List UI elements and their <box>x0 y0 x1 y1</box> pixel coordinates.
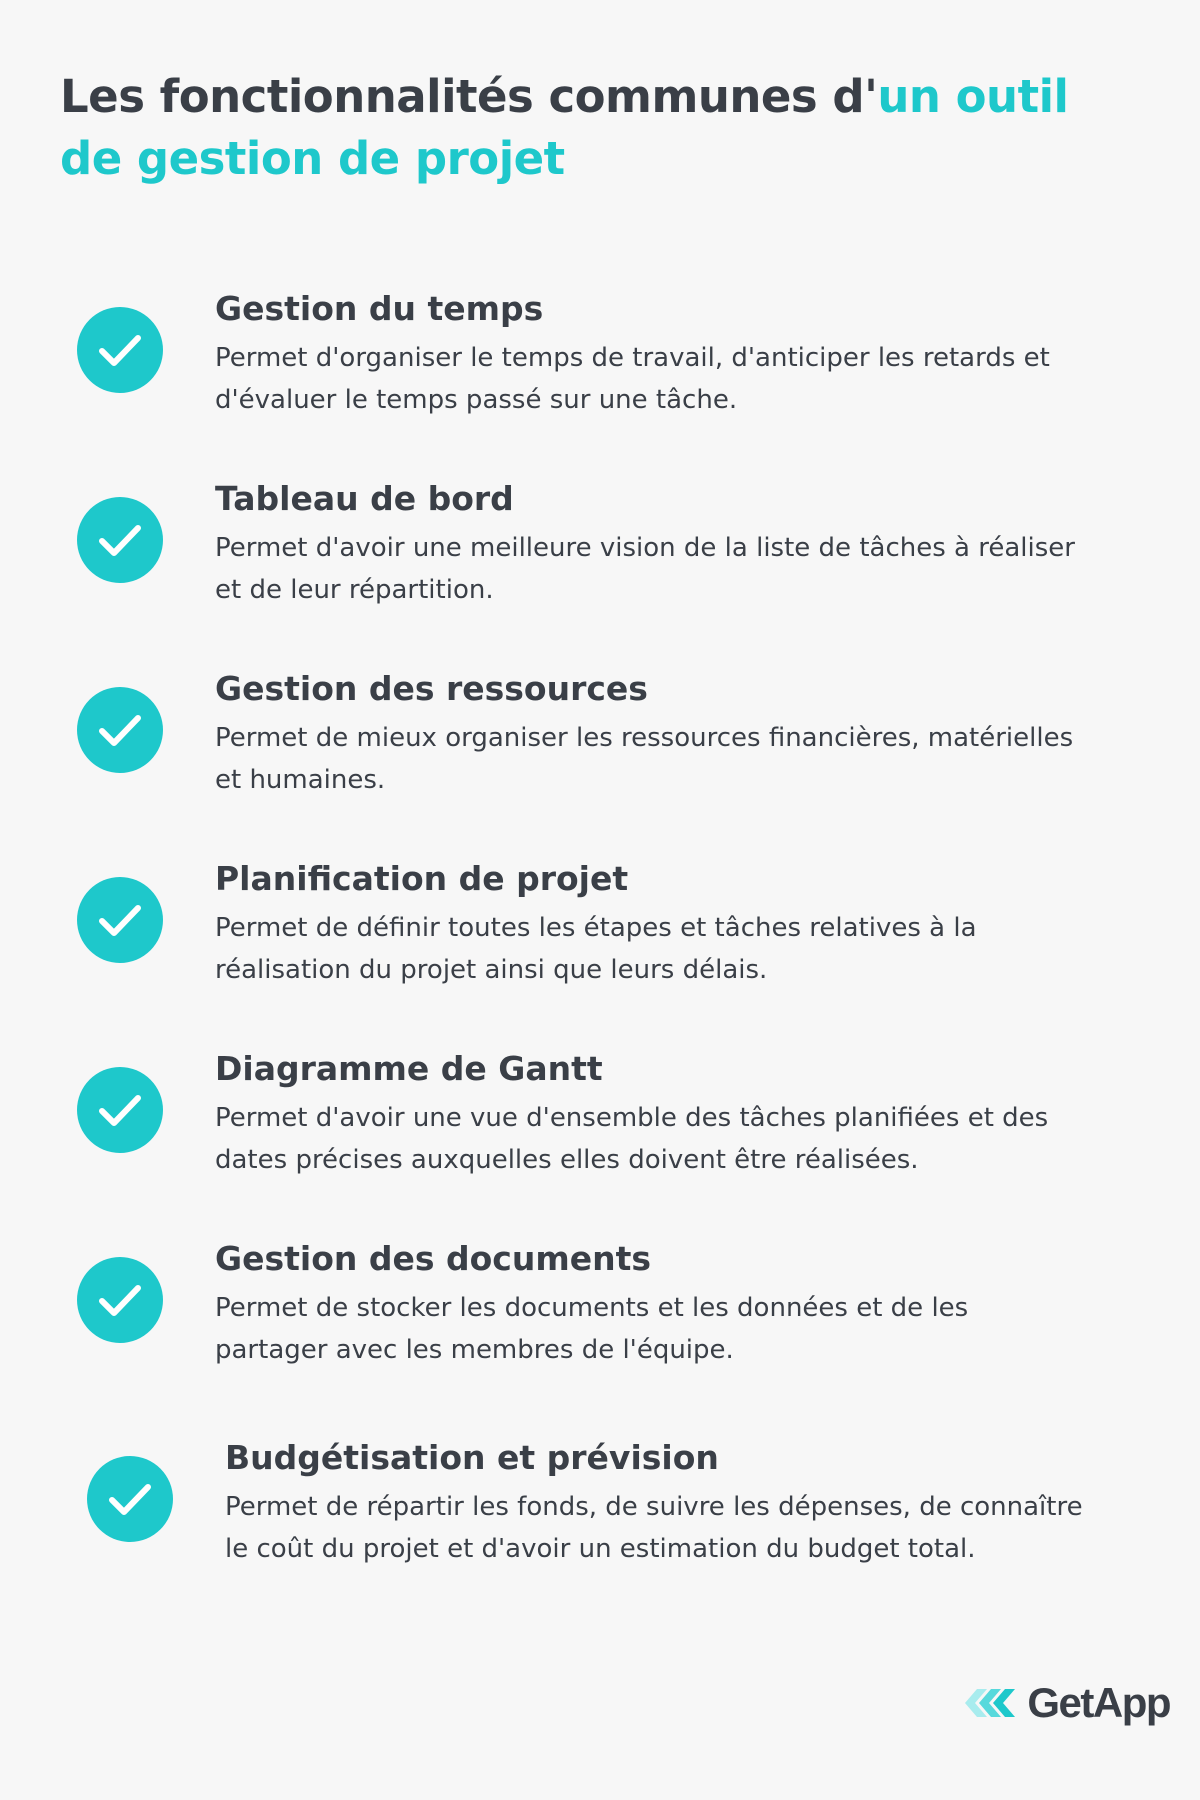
feature-title: Budgétisation et prévision <box>225 1438 719 1477</box>
feature-description-line: et de leur répartition. <box>215 575 494 605</box>
feature-description-line: d'évaluer le temps passé sur une tâche. <box>215 385 738 415</box>
feature-item-planification-de-projet <box>0 857 1200 1007</box>
feature-title: Planification de projet <box>215 859 629 898</box>
feature-description-line: Permet de définir toutes les étapes et tâches relatives à la <box>215 913 977 943</box>
getapp-chevrons-icon <box>963 1683 1021 1723</box>
feature-description <box>215 907 1145 991</box>
feature-description <box>215 717 1145 801</box>
feature-item-gestion-des-ressources <box>0 667 1200 817</box>
feature-description-line: et humaines. <box>215 765 386 795</box>
check-circle-icon <box>77 687 163 773</box>
feature-title: Gestion des ressources <box>215 669 648 708</box>
check-circle-icon <box>77 1067 163 1153</box>
feature-title: Gestion des documents <box>215 1239 652 1278</box>
feature-description-line: Permet de mieux organiser les ressources financières, matérielles <box>215 723 1074 753</box>
getapp-logo <box>963 1678 1170 1728</box>
feature-description-line: Permet d'organiser le temps de travail, d'anticiper les retards et <box>215 343 1050 373</box>
check-circle-icon <box>77 307 163 393</box>
feature-description-line: Permet d'avoir une meilleure vision de la liste de tâches à réaliser <box>215 533 1075 563</box>
feature-description <box>215 1287 1145 1371</box>
feature-item-gestion-des-documents <box>0 1237 1200 1387</box>
feature-description-line: Permet d'avoir une vue d'ensemble des tâches planifiées et des <box>215 1103 1049 1133</box>
feature-description-line: Permet de stocker les documents et les données et de les <box>215 1293 969 1323</box>
feature-title: Gestion du temps <box>215 289 544 328</box>
feature-item-budgetisation-et-prevision <box>10 1436 1200 1586</box>
feature-description <box>215 337 1145 421</box>
feature-description-line: dates précises auxquelles elles doivent être réalisées. <box>215 1145 919 1175</box>
feature-description-line: le coût du projet et d'avoir un estimation du budget total. <box>225 1534 976 1564</box>
check-circle-icon <box>77 1257 163 1343</box>
feature-title: Diagramme de Gantt <box>215 1049 603 1088</box>
feature-title: Tableau de bord <box>215 479 514 518</box>
feature-description <box>215 1097 1145 1181</box>
feature-description-line: Permet de répartir les fonds, de suivre les dépenses, de connaître <box>225 1492 1083 1522</box>
title-main: Les fonctionnalités communes d' <box>60 70 878 123</box>
logo-text: GetApp <box>1027 1679 1170 1726</box>
check-circle-icon <box>87 1456 173 1542</box>
feature-item-tableau-de-bord <box>0 477 1200 627</box>
feature-description <box>215 527 1145 611</box>
check-circle-icon <box>77 877 163 963</box>
check-circle-icon <box>77 497 163 583</box>
feature-description-line: réalisation du projet ainsi que leurs délais. <box>215 955 768 985</box>
feature-description-line: partager avec les membres de l'équipe. <box>215 1335 734 1365</box>
feature-description <box>225 1486 1155 1570</box>
feature-item-gestion-du-temps <box>0 287 1200 437</box>
title-highlight: un outil de gestion de projet <box>60 70 1069 185</box>
page-title <box>60 66 1140 190</box>
feature-item-diagramme-de-gantt <box>0 1047 1200 1197</box>
